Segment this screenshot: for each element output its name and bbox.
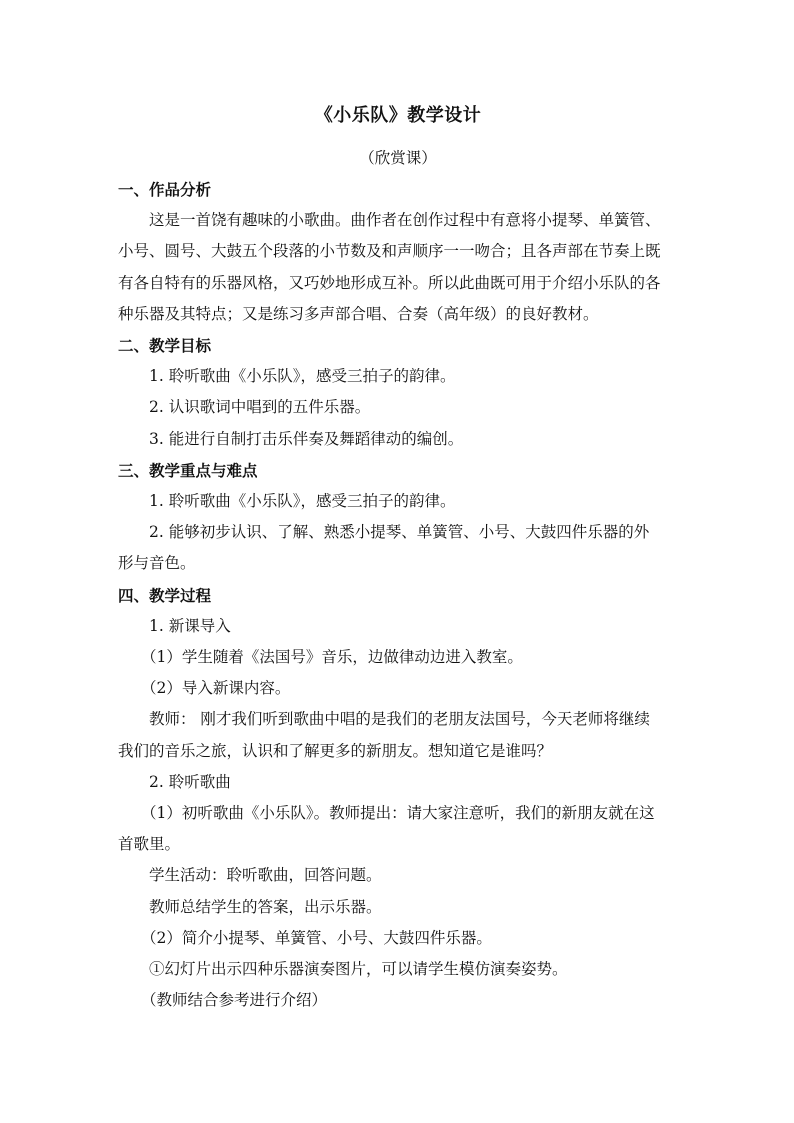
body-text-line: 1. 新课导入 [149,616,231,635]
body-text-line: ①幻灯片出示四种乐器演奏图片，可以请学生模仿演奏姿势。 [149,960,568,979]
document-subtitle: （欣赏课） [359,149,437,167]
body-text-line: 学生活动：聆听歌曲，回答问题。 [149,866,382,885]
body-text-line: 形与音色。 [118,554,196,573]
body-text-line: （2）简介小提琴、单簧管、小号、大鼓四件乐器。 [141,928,492,947]
body-text-line: （1）学生随着《法国号》音乐，边做律动边进入教室。 [141,648,523,667]
document-page [118,100,678,1016]
section-heading: 四、教学过程 [118,585,212,605]
body-text-line: 首歌里。 [118,835,181,854]
section-heading: 一、作品分析 [118,180,212,199]
body-text-line: （1）初听歌曲《小乐队》。教师提出：请大家注意听，我们的新朋友就在这 [141,804,655,823]
body-text-line: 3. 能进行自制打击乐伴奏及舞蹈律动的编创。 [149,429,464,448]
body-text-line: （教师结合参考进行介绍） [141,991,328,1010]
document-body [118,174,678,1016]
section-heading: 二、教学目标 [118,336,212,356]
body-text-line: 这是一首饶有趣味的小歌曲。曲作者在创作过程中有意将小提琴、单簧管、 [149,211,661,230]
section-heading: 三、教学重点与难点 [118,460,258,480]
body-text-line: 我们的音乐之旅，认识和了解更多的新朋友。想知道它是谁吗？ [118,741,553,760]
body-text-line: 教师总结学生的答案，出示乐器。 [149,897,382,916]
body-text-line: （2）导入新课内容。 [141,679,291,698]
body-text-line: 种乐器及其特点；又是练习多声部合唱、合奏（高年级）的良好教材。 [118,304,599,323]
body-text-line: 2. 聆听歌曲 [149,772,231,791]
body-text-line: 教师： 刚才我们听到歌曲中唱的是我们的老朋友法国号，今天老师将继续 [149,710,650,729]
body-text-line: 1. 聆听歌曲《小乐队》，感受三拍子的韵律。 [149,492,456,511]
body-text-line: 2. 能够初步认识、了解、熟悉小提琴、单簧管、小号、大鼓四件乐器的外 [149,523,650,542]
document-title: 《小乐队》教学设计 [314,105,482,126]
body-text-line: 小号、圆号、大鼓五个段落的小节数及和声顺序一一吻合；且各声部在节奏上既 [118,242,661,261]
body-text-line: 2. 认识歌词中唱到的五件乐器。 [149,398,371,417]
body-text-line: 有各自特有的乐器风格，又巧妙地形成互补。所以此曲既可用于介绍小乐队的各 [118,273,661,292]
body-text-line: 1. 聆听歌曲《小乐队》，感受三拍子的韵律。 [149,367,456,386]
